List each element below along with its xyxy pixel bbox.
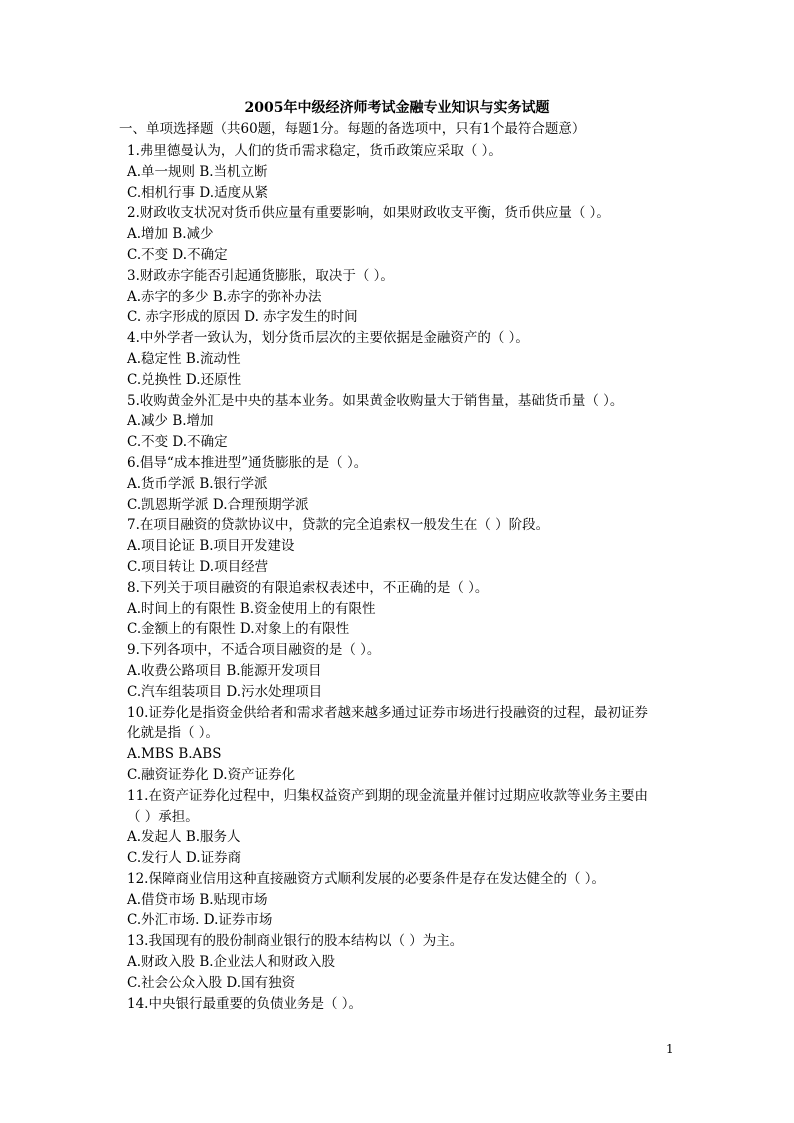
text-line: 8.下列关于项目融资的有限追索权表述中，不正确的是（ ）。 <box>127 579 489 596</box>
text-line: A.赤字的多少 B.赤字的弥补办法 <box>127 288 322 305</box>
text-line: 化就是指（ ）。 <box>127 725 220 742</box>
text-line: A.发起人 B.服务人 <box>127 829 241 846</box>
page-number: 1 <box>666 1042 674 1056</box>
document-title: 2005年中级经济师考试金融专业知识与实务试题 <box>244 100 550 116</box>
text-line: C.发行人 D.证券商 <box>127 850 242 867</box>
text-line: 9.下列各项中，不适合项目融资的是（ ）。 <box>127 642 381 659</box>
text-line: 3.财政赤字能否引起通货膨胀，取决于（ ）。 <box>127 267 394 284</box>
text-line: 11.在资产证券化过程中，归集权益资产到期的现金流量并催讨过期应收款等业务主要由 <box>127 787 648 804</box>
text-line: 13.我国现有的股份制商业银行的股本结构以（ ）为主。 <box>127 933 464 950</box>
text-line: A.MBS B.ABS <box>127 746 222 763</box>
text-line: 1.弗里德曼认为，人们的货币需求稳定，货币政策应采取（ ）。 <box>127 143 502 159</box>
text-line: 14.中央银行最重要的负债业务是（ ）。 <box>127 995 363 1012</box>
text-line: A.货币学派 B.银行学派 <box>127 475 268 492</box>
text-line: C.兑换性 D.还原性 <box>127 371 242 388</box>
text-line: （ ）承担。 <box>127 808 199 825</box>
text-line: 10.证券化是指资金供给者和需求者越来越多通过证券市场进行投融资的过程，最初证券 <box>127 704 648 721</box>
text-line: A.时间上的有限性 B.资金使用上的有限性 <box>127 600 376 617</box>
text-line: C.融资证券化 D.资产证券化 <box>127 766 296 783</box>
text-line: C.相机行事 D.适度从紧 <box>127 184 269 201</box>
text-line: A.财政入股 B.企业法人和财政入股 <box>127 954 336 971</box>
text-line: 4.中外学者一致认为，划分货币层次的主要依据是金融资产的（ ）。 <box>127 330 529 347</box>
text-line: C.不变 D.不确定 <box>127 434 228 451</box>
text-line: 2.财政收支状况对货币供应量有重要影响，如果财政收支平衡，货币供应量（ ）。 <box>127 205 610 222</box>
text-line: C.金额上的有限性 D.对象上的有限性 <box>127 621 350 638</box>
section-heading: 一、单项选择题（共60题，每题1分。每题的备选项中，只有1个最符合题意） <box>119 121 586 137</box>
text-line: 12.保障商业信用这种直接融资方式顺利发展的必要条件是存在发达健全的（ ）。 <box>127 870 606 887</box>
text-line: A.借贷市场 B.贴现市场 <box>127 891 268 908</box>
text-line: C.不变 D.不确定 <box>127 246 228 263</box>
text-line: 5.收购黄金外汇是中央的基本业务。如果黄金收购量大于销售量，基础货币量（ ）。 <box>127 392 624 409</box>
text-line: C.社会公众入股 D.国有独资 <box>127 974 296 991</box>
question-list <box>127 141 672 1014</box>
text-line: A.减少 B.增加 <box>127 413 214 430</box>
text-line: C.凯恩斯学派 D.合理预期学派 <box>127 496 309 513</box>
text-line: C.项目转让 D.项目经营 <box>127 558 269 575</box>
text-line: A.收费公路项目 B.能源开发项目 <box>127 662 322 679</box>
text-line: A.单一规则 B.当机立断 <box>127 163 268 180</box>
text-line: C.汽车组装项目 D.污水处理项目 <box>127 683 323 700</box>
text-line: A.项目论证 B.项目开发建设 <box>127 538 295 555</box>
text-line: 7.在项目融资的贷款协议中，贷款的完全追索权一般发生在（ ）阶段。 <box>127 517 550 534</box>
text-line: A.增加 B.减少 <box>127 226 214 243</box>
text-line: C.外汇市场. D.证券市场 <box>127 912 273 929</box>
text-line: 6.倡导“成本推进型”通货膨胀的是（ ）。 <box>127 454 368 471</box>
text-line: C. 赤字形成的原因 D. 赤字发生的时间 <box>127 309 358 326</box>
text-line: A.稳定性 B.流动性 <box>127 350 241 367</box>
